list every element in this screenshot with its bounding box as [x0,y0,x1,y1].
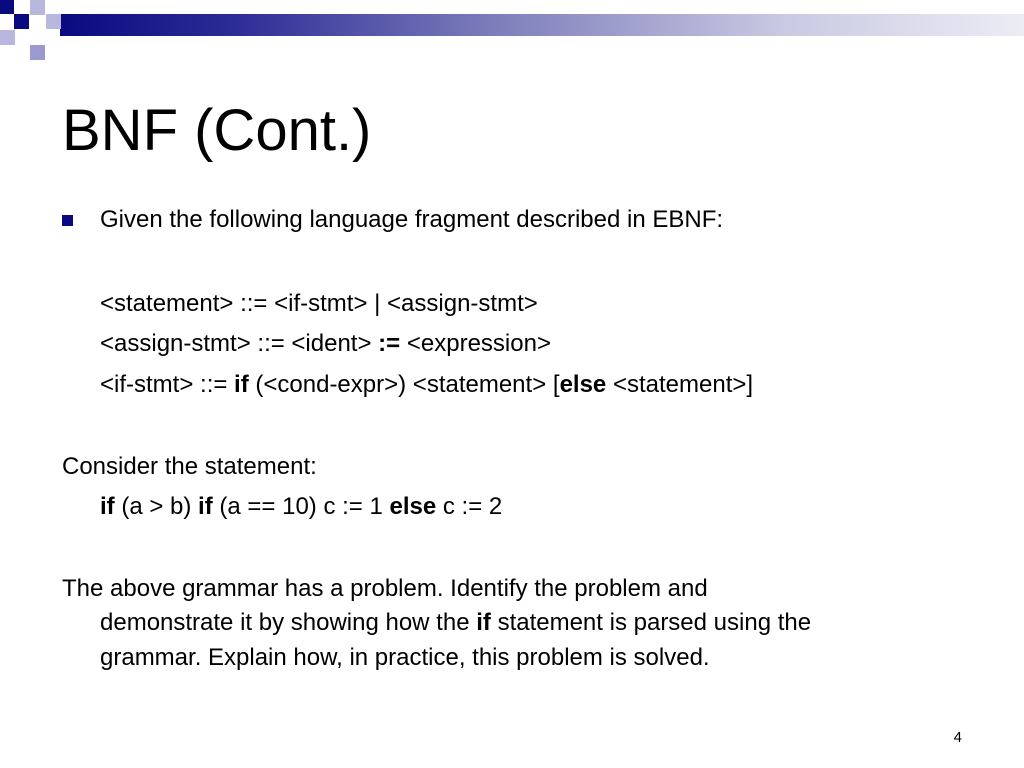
decor-square [0,0,14,14]
keyword-else: else [389,493,437,520]
example-statement [100,490,502,524]
example-text: (a == 10) c := 1 [219,493,383,520]
problem-line-2 [100,606,811,640]
decor-square [0,30,15,45]
problem-text: statement is parsed using the [497,609,812,636]
consider-label: Consider the statement: [62,453,317,480]
keyword-else: else [559,371,607,398]
decor-square [14,14,29,29]
bullet-square-icon [62,215,73,226]
grammar-rule-text: <assign-stmt> ::= <ident> [100,330,372,357]
assign-operator: := [378,330,401,357]
header-gradient-bar [60,14,1024,36]
grammar-rule-text: <statement> ::= <if-stmt> | <assign-stmt> [100,290,538,317]
grammar-rule-assign [100,327,551,361]
decor-square [30,45,45,60]
keyword-if: if [100,493,115,520]
example-text: c := 2 [442,493,503,520]
grammar-rule-text: <expression> [406,330,551,357]
keyword-if: if [198,493,213,520]
keyword-if: if [476,609,491,636]
problem-line-1: The above grammar has a problem. Identify the problem and [62,575,708,602]
problem-text: demonstrate it by showing how the [100,609,470,636]
grammar-rule-if [100,368,753,402]
grammar-rule-statement [100,287,538,321]
keyword-if: if [234,371,249,398]
slide-title: BNF (Cont.) [62,98,372,163]
grammar-rule-text: (<cond-expr>) <statement> [ [255,371,560,398]
grammar-rule-text: <statement>] [612,371,754,398]
decor-square [30,0,45,15]
decor-square [46,14,61,29]
bullet-intro-text: Given the following language fragment described in EBNF: [100,206,724,233]
example-text: (a > b) [121,493,192,520]
grammar-rule-text: <if-stmt> ::= [100,371,228,398]
page-number: 4 [953,729,962,746]
problem-line-3: grammar. Explain how, in practice, this problem is solved. [100,644,710,671]
